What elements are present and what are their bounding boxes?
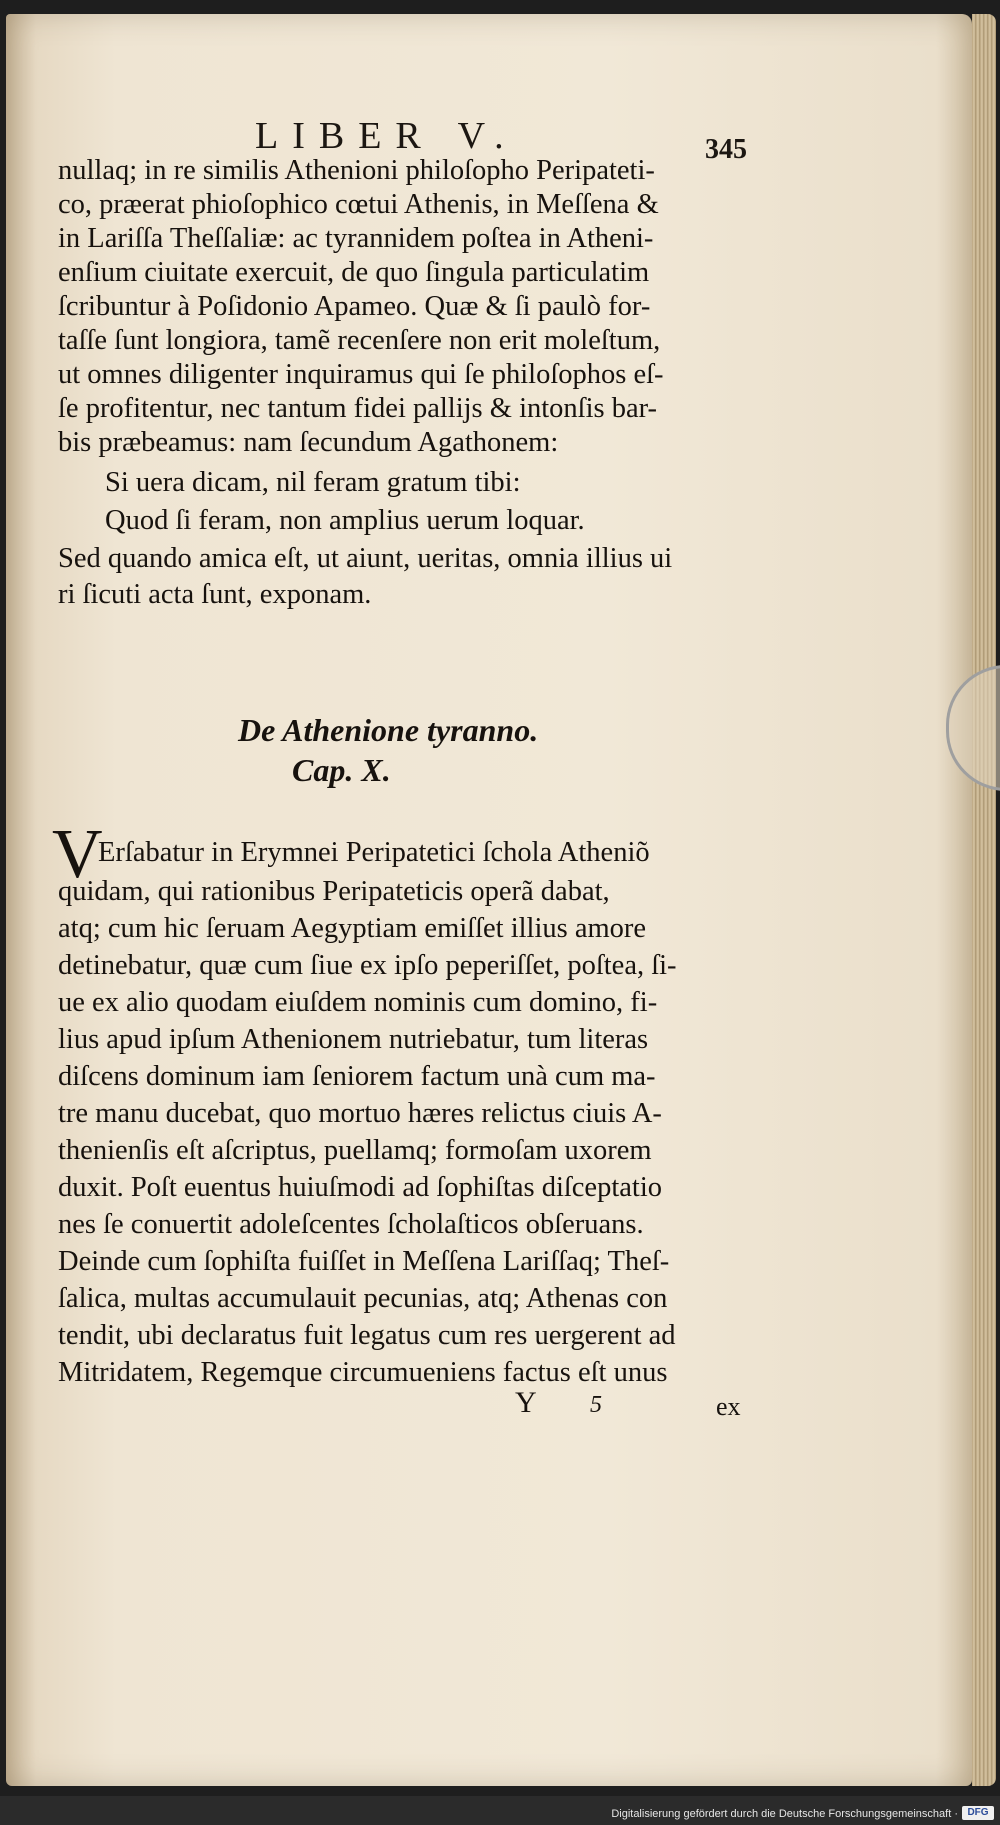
text-line: ut omnes diligenter inquiramus qui ſe philoſophos eſ- [58,359,664,390]
text-line: lius apud ipſum Athenionem nutriebatur, tum literas [58,1024,649,1055]
text-line: bis præbeamus: nam ſecundum Agathonem: [58,427,559,458]
text-line: in Lariſſa Theſſaliæ: ac tyrannidem poſtea in Atheni- [58,223,654,254]
text-line: enſium ciuitate exercuit, de quo ſingula particulatim [58,257,650,288]
text-line: ri ſicuti acta ſunt, exponam. [58,579,372,610]
text-line: taſſe ſunt longiora, tamẽ recenſere non erit moleſtum, [58,325,661,356]
funding-credit: Digitalisierung gefördert durch die Deutsche Forschungsgemeinschaft · [611,1808,958,1820]
signature-mark: Y [515,1386,537,1419]
text-line: duxit. Poſt euentus huiuſmodi ad ſophiſtas diſceptatio [58,1172,662,1203]
text-line: ſcribuntur à Poſidonio Apameo. Quæ & ſi paulò for- [58,291,651,322]
text-line: quidam, qui rationibus Peripateticis operã dabat, [58,876,610,907]
text-line: detinebatur, quæ cum ſiue ex ipſo peperiſſet, poſtea, ſi- [58,950,677,981]
text-line: nes ſe conuertit adoleſcentes ſcholaſticos obſeruans. [58,1209,644,1240]
drop-initial: V [52,816,103,893]
text-line: Sed quando amica eſt, ut aiunt, ueritas, omnia illius ui [58,543,673,574]
text-line: diſcens dominum iam ſeniorem factum unà cum ma- [58,1061,656,1092]
text-line: Mitridatem, Regemque circumueniens factus eſt unus [58,1357,668,1388]
text-line: thenienſis eſt aſcriptus, puellamq; formoſam uxorem [58,1135,652,1166]
signature-numeral: 5 [590,1392,602,1418]
folio-number: 345 [705,134,747,165]
text-line: Erſabatur in Erymnei Peripatetici ſchola Atheniõ [98,837,650,868]
text-line: ue ex alio quodam eiuſdem nominis cum domino, fi- [58,987,658,1018]
text-line: ſalica, multas accumulauit pecunias, atq; Athenas con [58,1283,668,1314]
running-head: LIBER V. [255,115,518,157]
chapter-number: Cap. X. [292,752,391,788]
text-line: tre manu ducebat, quo mortuo hæres relictus ciuis A- [58,1098,662,1129]
page-fore-edge [972,14,996,1786]
chapter-title: De Athenione tyranno. [238,712,539,748]
text-line: tendit, ubi declaratus fuit legatus cum res uergerent ad [58,1320,676,1351]
text-line: nullaq; in re similis Athenioni philoſopho Peripateti- [58,155,655,186]
verse-line: Quod ſi feram, non amplius uerum loquar. [105,505,585,536]
text-line: ſe profitentur, nec tantum fidei pallijs & intonſis bar- [58,393,658,424]
dfg-logo: DFG [962,1806,994,1820]
text-line: atq; cum hic ſeruam Aegyptiam emiſſet illius amore [58,913,647,944]
text-line: Deinde cum ſophiſta fuiſſet in Meſſena Lariſſaq; Theſ- [58,1246,670,1277]
text-line: co, præerat phioſophico cœtui Athenis, in Meſſena & [58,189,659,220]
catchword: ex [716,1392,741,1421]
verse-line: Si uera dicam, nil feram gratum tibi: [105,467,521,498]
